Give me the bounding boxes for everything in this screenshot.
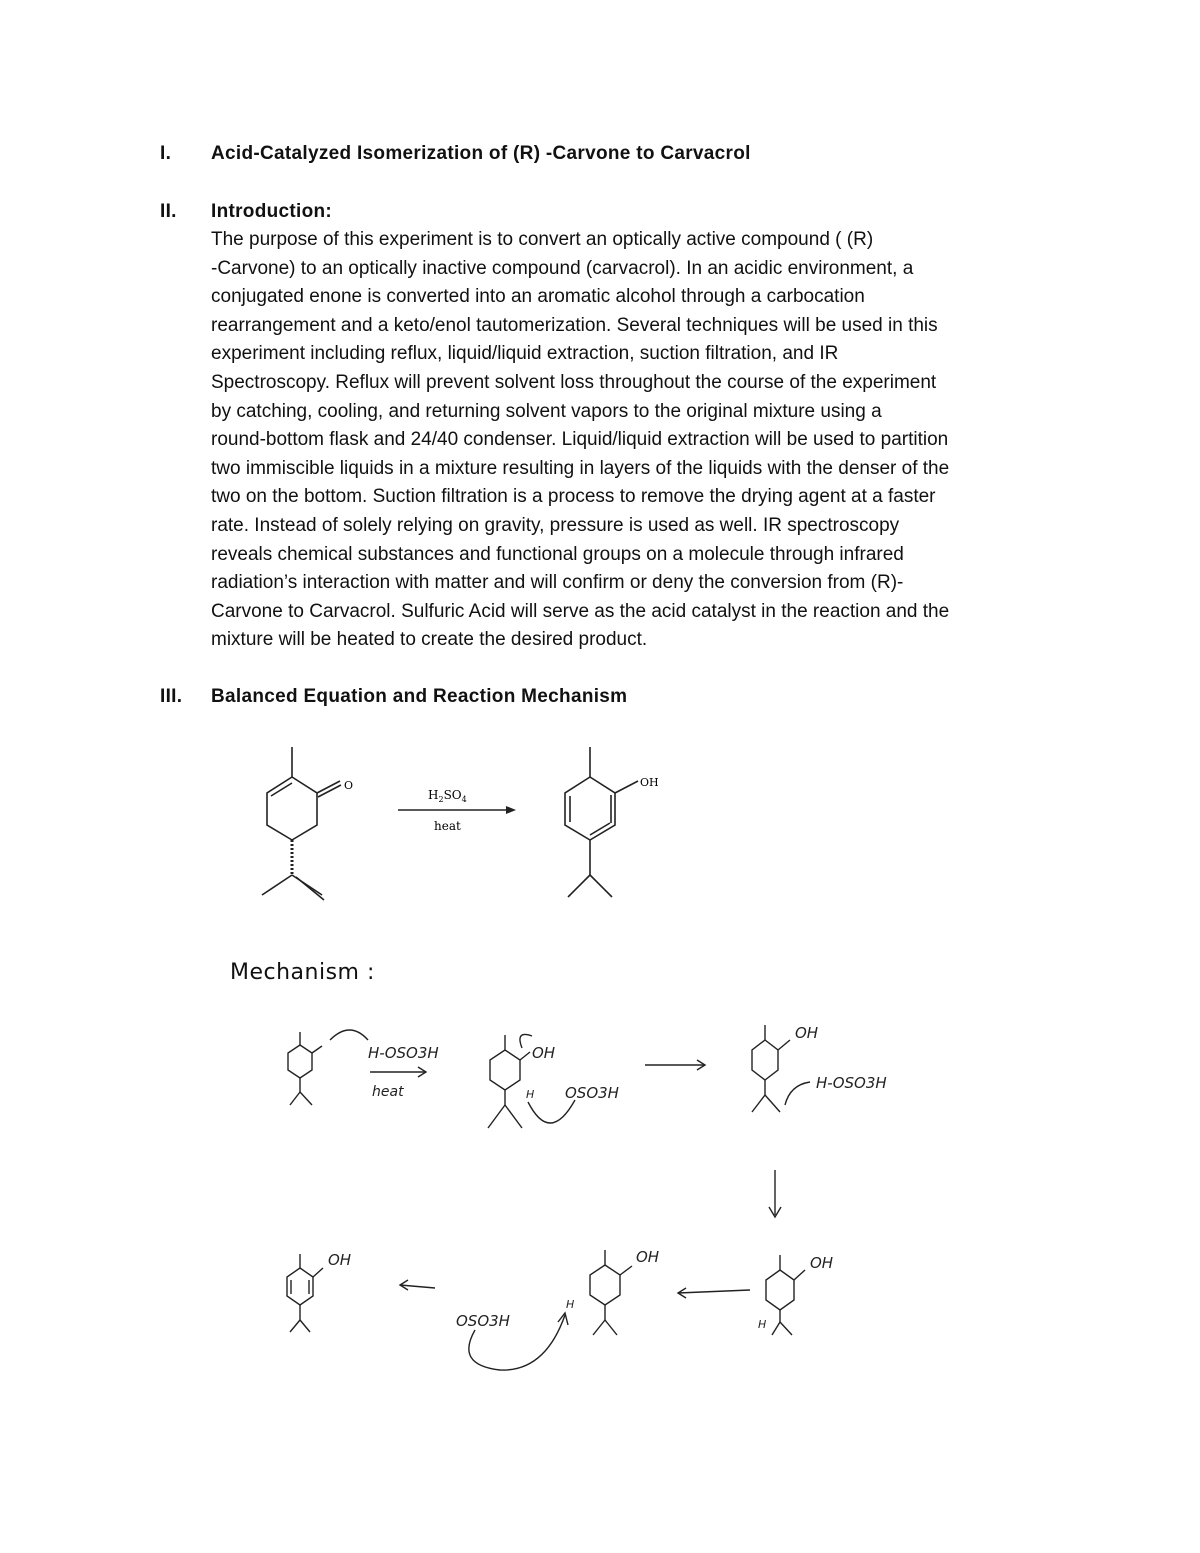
mechanism-step-1 — [288, 1030, 426, 1105]
text-line: two on the bottom. Suction filtration is a process to remove the drying agent at a faster — [211, 486, 936, 508]
section-title: Balanced Equation and Reaction Mechanism — [211, 686, 628, 707]
reaction-arrow — [398, 806, 516, 814]
hydrogen-label: H — [758, 1318, 767, 1331]
hydrogen-label: H — [566, 1298, 575, 1311]
text-line: reveals chemical substances and functional groups on a molecule through infrared — [211, 543, 904, 565]
introduction-paragraph — [211, 226, 1061, 655]
text-line: conjugated enone is converted into an aromatic alcohol through a carbocation — [211, 286, 865, 308]
acid-label: H-OSO3H — [816, 1074, 887, 1092]
section-numeral: I. — [160, 143, 172, 164]
hydroxyl-label: OH — [636, 1248, 660, 1266]
mechanism-title: Mechanism : — [230, 960, 375, 985]
text-line: experiment including reflux, liquid/liquid extraction, suction filtration, and IR — [211, 343, 839, 365]
hydroxyl-label: OH — [795, 1024, 819, 1042]
conjugate-base-label: OSO3H — [456, 1312, 510, 1330]
text-line: Spectroscopy. Reflux will prevent solvent loss throughout the course of the experiment — [211, 371, 937, 393]
carbonyl-label: O — [344, 779, 354, 792]
conjugate-base-label: OSO3H — [565, 1084, 619, 1102]
text-line: rearrangement and a keto/enol tautomerization. Several techniques will be used in this — [211, 314, 938, 336]
hydrogen-label: H — [526, 1088, 535, 1101]
condition-label: heat — [434, 819, 461, 833]
section-numeral: III. — [160, 686, 183, 707]
heat-label: heat — [372, 1084, 404, 1100]
text-line: -Carvone) to an optically inactive compound (carvacrol). In an acidic environment, a — [211, 257, 914, 279]
acid-label: H-OSO3H — [368, 1044, 439, 1062]
hydroxyl-label: OH — [532, 1044, 556, 1062]
mechanism-step-3 — [752, 1025, 810, 1217]
balanced-equation-figure — [240, 735, 680, 915]
hydroxyl-label: OH — [328, 1251, 352, 1269]
carvone-structure — [262, 747, 341, 900]
section-numeral: II. — [160, 201, 177, 222]
hydroxyl-label: OH — [810, 1254, 834, 1272]
mechanism-step-2 — [488, 1035, 705, 1129]
document-title: Acid-Catalyzed Isomerization of (R) -Carvone to Carvacrol — [211, 143, 751, 164]
reagent-label: $H_2SO_4$ — [428, 788, 467, 804]
section-title: Introduction: — [211, 201, 333, 222]
text-line: Carvone to Carvacrol. Sulfuric Acid will serve as the acid catalyst in the reaction and the — [211, 600, 950, 622]
hydroxyl-label: OH — [640, 776, 659, 789]
text-line: round-bottom flask and 24/40 condenser. Liquid/liquid extraction will be used to partition — [211, 429, 949, 451]
mechanism-step-5 — [400, 1250, 632, 1370]
mechanism-figure — [260, 1010, 920, 1380]
text-line: two immiscible liquids in a mixture resulting in layers of the liquids with the denser of the — [211, 457, 950, 479]
text-line: The purpose of this experiment is to convert an optically active compound ( (R) — [211, 229, 874, 250]
mechanism-step-4 — [678, 1255, 805, 1335]
text-line: by catching, cooling, and returning solvent vapors to the original mixture using a — [211, 400, 882, 422]
carvacrol-structure — [565, 747, 638, 897]
mechanism-product — [287, 1254, 323, 1332]
text-line: radiation’s interaction with matter and will confirm or deny the conversion from (R)- — [211, 572, 904, 594]
text-line: mixture will be heated to create the desired product. — [211, 629, 648, 651]
text-line: rate. Instead of solely relying on gravity, pressure is used as well. IR spectroscopy — [211, 514, 900, 536]
